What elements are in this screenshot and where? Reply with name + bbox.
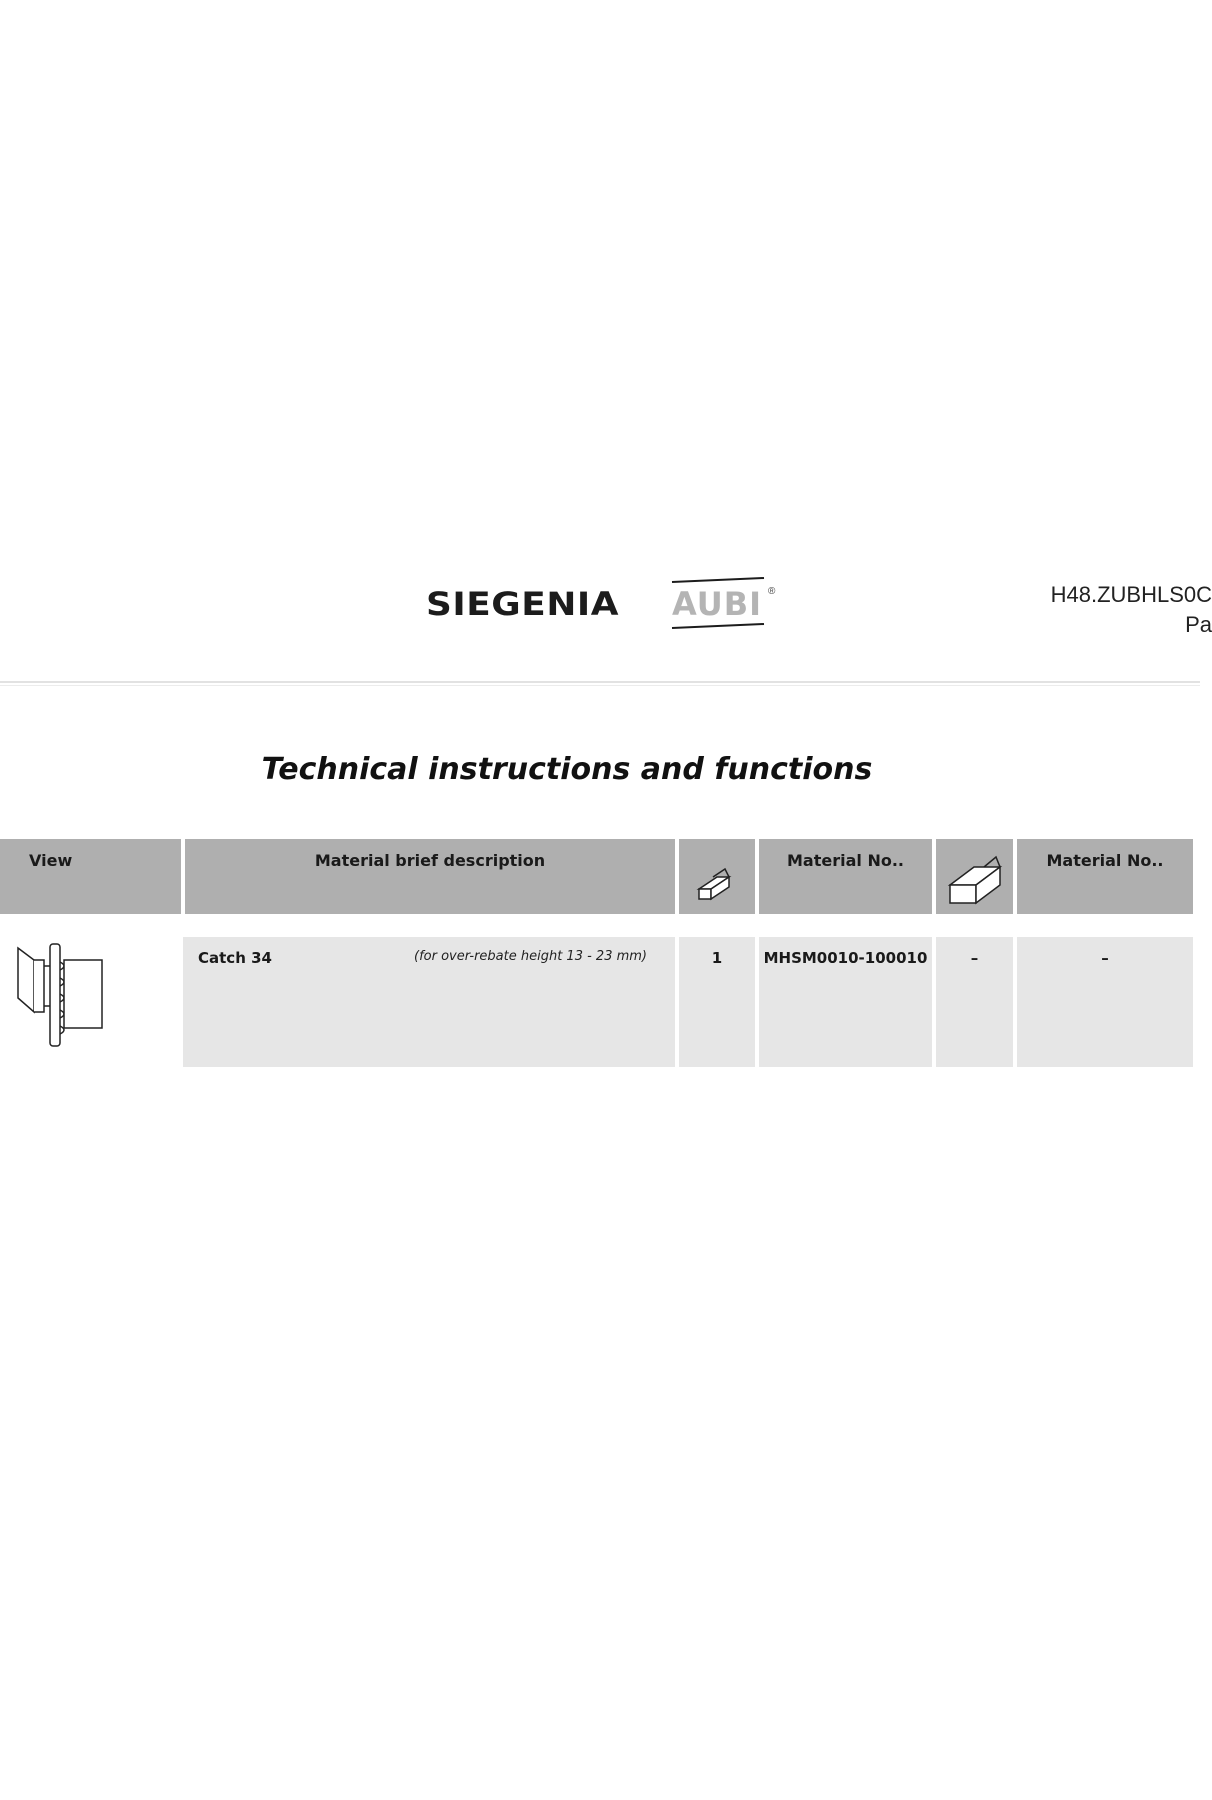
table-row-qty-2 (936, 937, 1013, 1067)
col-header-material-no-1 (759, 839, 932, 914)
col-header-large-profile (936, 839, 1013, 914)
col-header-material-no-1-label: Material No.. (787, 851, 904, 870)
small-profile-icon (695, 863, 739, 907)
document-reference (1051, 580, 1212, 640)
page-title: Technical instructions and functions (261, 752, 873, 787)
item-qty-2: – (970, 949, 979, 967)
doc-code: H48.ZUBHLS0C (1050, 582, 1212, 607)
table-row-description (183, 937, 675, 1067)
item-material-no-1: MHSM0010-100010 (763, 949, 928, 967)
item-qty: 1 (711, 949, 723, 967)
col-header-view (0, 839, 181, 914)
col-header-description-label: Material brief description (314, 851, 546, 870)
logo-aubi-text: AUBI (672, 585, 763, 623)
table-row-qty (679, 937, 755, 1067)
page-label: Pa (1185, 612, 1212, 637)
header-divider-secondary (0, 685, 1200, 686)
col-header-description (185, 839, 675, 914)
item-material-no-2: – (1101, 949, 1109, 967)
col-header-material-no-2 (1017, 839, 1193, 914)
table-row-material-no-2 (1017, 937, 1193, 1067)
logo-siegenia-text: SIEGENIA (426, 585, 620, 623)
catch-part-icon (16, 940, 106, 1050)
brand-logo (426, 572, 786, 634)
col-header-small-profile (679, 839, 755, 914)
header-divider (0, 681, 1200, 683)
col-header-view-label: View (29, 851, 73, 870)
col-header-material-no-2-label: Material No.. (1046, 851, 1164, 870)
table-row-material-no-1 (759, 937, 932, 1067)
large-profile-icon (944, 853, 1006, 909)
logo-registered-mark: ® (768, 586, 776, 597)
item-note: (for over-rebate height 13 - 23 mm) (414, 949, 647, 964)
item-name: Catch 34 (198, 949, 272, 967)
